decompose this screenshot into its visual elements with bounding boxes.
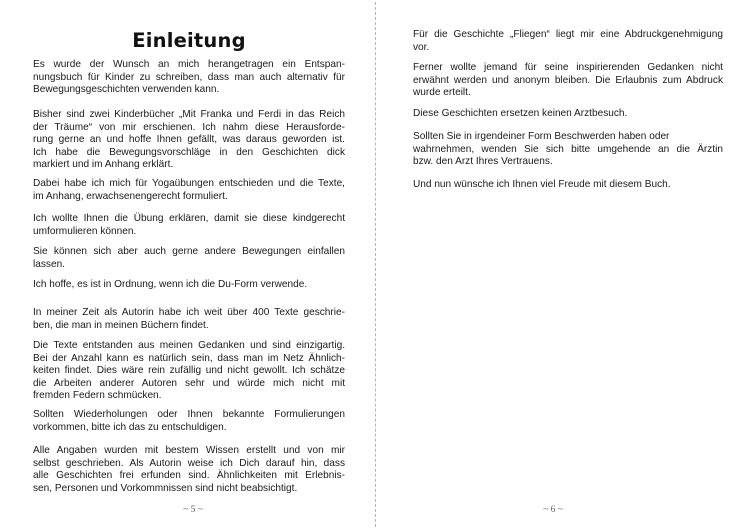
page-divider <box>375 2 376 527</box>
text-line: die Arbeiten anderer Autoren sehr und würde mich nicht mit <box>33 377 345 389</box>
text-line: erwähnt werden und anonym bleiben. Die Erlaubnis zum Abdruck <box>413 74 723 86</box>
text-line: fremden Federn schmücken. <box>33 390 162 402</box>
text-line: Ich hoffe, es ist in Ordnung, wenn ich die Du-Form verwende. <box>33 279 308 290</box>
text-line: Ich wollte Ihnen die Übung erklären, damit sie diese kindgerecht <box>33 213 345 224</box>
paragraph <box>413 179 723 192</box>
text-line: Sollten Sie in irgendeiner Form Beschwerden haben oder <box>413 131 670 142</box>
text-line: ben, die man in meinen Büchern findet. <box>33 319 209 331</box>
paragraph <box>33 246 345 271</box>
text-line: Für die Geschichte „Fliegen“ liegt mir eine Abdruckgenehmigung <box>413 29 723 40</box>
text-line: Ferner wollte jemand für seine inspirierenden Gedanken nicht <box>413 62 723 73</box>
paragraph <box>33 445 345 495</box>
text-line: In meiner Zeit als Autorin habe ich weit über 400 Texte geschrie- <box>33 307 345 318</box>
text-line: umformulieren können. <box>33 225 137 237</box>
right-page <box>377 0 750 529</box>
page-title: Einleitung <box>132 29 246 52</box>
text-line: nungsbuch für Kinder zu schreiben, dass man auch alternativ für <box>33 71 345 83</box>
page-number: ~ 5 ~ <box>183 505 203 515</box>
paragraph <box>413 131 723 169</box>
text-line: markiert und im Anhang erklärt. <box>33 159 174 171</box>
text-line: vorkommen, bitte ich das zu entschuldigen. <box>33 421 227 433</box>
text-line: Diese Geschichten ersetzen keinen Arztbesuch. <box>413 108 628 119</box>
text-line: Ich habe die Bewegungsvorschläge in den Geschichten dick <box>33 146 345 158</box>
text-line: Dabei habe ich mich für Yogaübungen entschieden und die Texte, <box>33 178 345 189</box>
text-line: rung gerne an und hoffe Ihnen gefällt, was daraus geworden ist. <box>33 134 345 146</box>
paragraph <box>413 29 723 54</box>
text-line: wurde erteilt. <box>413 87 471 99</box>
paragraph <box>413 108 723 121</box>
text-line: alle Geschichten frei erfunden sind. Ähnlichkeiten mit Erlebnis- <box>33 470 345 482</box>
text-line: im Anhang, erwachsenengerecht formuliert. <box>33 190 228 202</box>
paragraph <box>33 279 345 292</box>
text-line: Bei der Anzahl kann es natürlich sein, dass man im Netz Ähnlich- <box>33 352 345 364</box>
text-line: lassen. <box>33 258 65 270</box>
text-line: der Träume“ von mir erschienen. Ich nahm diese Herausforde- <box>33 121 345 133</box>
text-line: sen, Personen und Vorkommnissen sind nicht beabsichtigt. <box>33 482 298 494</box>
text-line: Sollten Wiederholungen oder Ihnen bekannte Formulierungen <box>33 409 345 420</box>
text-line: bzw. den Arzt Ihres Vertrauens. <box>413 156 553 168</box>
paragraph <box>33 213 345 238</box>
text-line: Alle Angaben wurden mit bestem Wissen erstellt und von mir <box>33 445 345 456</box>
paragraph <box>33 307 345 332</box>
text-line: keiten findet. Dies wäre rein zufällig und nicht gewollt. Ich schätze <box>33 365 345 377</box>
text-line: Bewegungsgeschichten verwenden kann. <box>33 84 220 96</box>
text-line: vor. <box>413 41 430 53</box>
text-line: Bisher sind zwei Kinderbücher „Mit Franka und Ferdi in das Reich <box>33 109 345 120</box>
paragraph <box>33 59 345 97</box>
paragraph <box>33 109 345 172</box>
text-line: Und nun wünsche ich Ihnen viel Freude mit diesem Buch. <box>413 179 671 190</box>
text-line: wahrnehmen, wenden Sie sich bitte umgehende an die Ärztin <box>413 143 723 155</box>
paragraph <box>33 409 345 434</box>
text-line: Sie können sich aber auch gerne andere Bewegungen einfallen <box>33 246 345 257</box>
page-number: ~ 6 ~ <box>543 505 563 515</box>
paragraph <box>33 340 345 403</box>
paragraph <box>33 178 345 203</box>
text-line: Es wurde der Wunsch an mich herangetragen ein Entspan- <box>33 59 345 70</box>
text-line: selbst geschrieben. Als Autorin weise ich Dich darauf hin, dass <box>33 457 345 469</box>
text-line: Die Texte entstanden aus meinen Gedanken und sind einzigartig. <box>33 340 345 351</box>
paragraph <box>413 62 723 100</box>
